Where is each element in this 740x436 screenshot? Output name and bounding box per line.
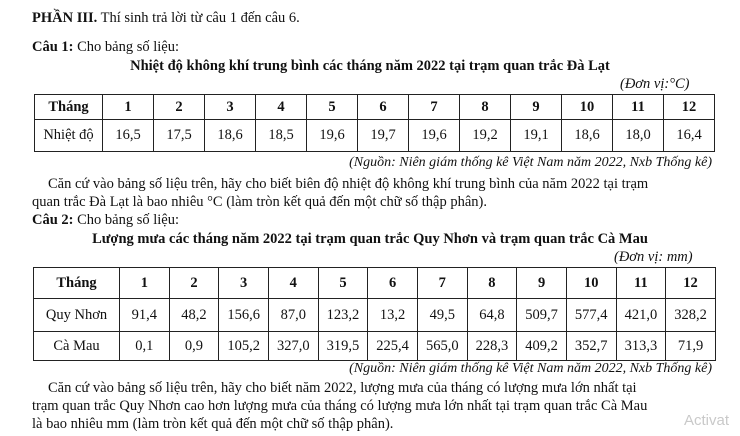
q1-cell: 17,5 [154,120,205,152]
q1-cell: 19,6 [409,120,460,152]
q1-source: (Nguồn: Niên giám thống kê Việt Nam năm 2022, Nxb Thống kê) [349,155,712,170]
q2-month: 2 [169,268,219,299]
q1-cell: 19,2 [460,120,511,152]
q1-month: 10 [562,95,613,120]
q2-row-ca-mau [34,332,716,361]
q2-row-label: Quy Nhơn [34,299,120,332]
q2-cell: 0,9 [169,332,219,361]
q2-source: (Nguồn: Niên giám thống kê Việt Nam năm 2022, Nxb Thống kê) [349,361,712,376]
q1-text-line1: Căn cứ vào bảng số liệu trên, hãy cho biết biên độ nhiệt độ không khí trung bình của năm 2022 tại trạm [48,176,649,192]
q1-row-label: Nhiệt độ [35,120,103,152]
q2-cell: 228,3 [467,332,517,361]
q2-month: 1 [120,268,170,299]
q1-month: 2 [154,95,205,120]
q2-month: 11 [616,268,666,299]
q1-month: 8 [460,95,511,120]
q2-cell: 327,0 [268,332,318,361]
q1-cell: 16,4 [664,120,715,152]
q2-cell: 105,2 [219,332,269,361]
q1-month: 5 [307,95,358,120]
q1-header-row [35,95,715,120]
q2-text-line3: là bao nhiêu mm (làm tròn kết quả đến một chữ số thập phân). [32,416,394,432]
q2-cell: 49,5 [417,299,467,332]
q2-cell: 225,4 [368,332,418,361]
q1-text-line2: quan trắc Đà Lạt là bao nhiêu °C (làm tròn kết quả đến một chữ số thập phân). [32,194,487,210]
q1-month: 12 [664,95,715,120]
q2-label: Câu 2: [32,212,74,228]
q2-title: Lượng mưa các tháng năm 2022 tại trạm quan trắc Quy Nhơn và trạm quan trắc Cà Mau [92,231,648,247]
q2-month: 12 [666,268,716,299]
q2-cell: 48,2 [169,299,219,332]
q1-month: 6 [358,95,409,120]
q2-month: 7 [417,268,467,299]
q1-table [34,94,715,152]
q2-cell: 565,0 [417,332,467,361]
q1-month: 3 [205,95,256,120]
q2-unit: (Đơn vị: mm) [614,249,693,265]
q1-month: 9 [511,95,562,120]
q2-month: 10 [566,268,616,299]
q2-cell: 421,0 [616,299,666,332]
q2-header-row [34,268,716,299]
q1-cell: 19,7 [358,120,409,152]
q1-cell: 19,1 [511,120,562,152]
q2-cell: 509,7 [517,299,567,332]
q2-cell: 13,2 [368,299,418,332]
q2-row-label: Cà Mau [34,332,120,361]
q1-month: 11 [613,95,664,120]
q1-label: Câu 1: [32,39,74,55]
section-header [32,10,300,27]
q1-cell: 18,6 [562,120,613,152]
q1-cell: 18,5 [256,120,307,152]
q2-cell: 319,5 [318,332,368,361]
section-text: Thí sinh trả lời từ câu 1 đến câu 6. [97,10,300,26]
q2-month: 8 [467,268,517,299]
q2-cell: 0,1 [120,332,170,361]
q2-cell: 156,6 [219,299,269,332]
q1-unit: (Đơn vị:°C) [620,76,690,92]
q2-heading [32,212,179,229]
q2-cell: 577,4 [566,299,616,332]
q2-intro: Cho bảng số liệu: [73,212,180,228]
q2-table [33,267,716,361]
q2-cell: 64,8 [467,299,517,332]
q2-cell: 313,3 [616,332,666,361]
q1-intro: Cho bảng số liệu: [73,39,180,55]
q2-cell: 328,2 [666,299,716,332]
q1-month: 4 [256,95,307,120]
q1-cell: 16,5 [103,120,154,152]
q2-month: 6 [368,268,418,299]
q1-cell: 18,6 [205,120,256,152]
q2-row-quy-nhon [34,299,716,332]
q2-month: 3 [219,268,269,299]
q1-cell: 19,6 [307,120,358,152]
q1-month: 7 [409,95,460,120]
q2-cell: 409,2 [517,332,567,361]
q2-month: 9 [517,268,567,299]
q2-cell: 87,0 [268,299,318,332]
activation-watermark: Activat [684,412,730,429]
section-label: PHẦN III. [32,10,98,26]
q1-heading [32,39,179,56]
q1-cell: 18,0 [613,120,664,152]
q1-title: Nhiệt độ không khí trung bình các tháng năm 2022 tại trạm quan trắc Đà Lạt [130,58,610,74]
q2-text-line1: Căn cứ vào bảng số liệu trên, hãy cho biết năm 2022, lượng mưa của tháng có lượng mưa lớn nhất tại [48,380,637,396]
q2-row-header: Tháng [34,268,120,299]
q1-row-header: Tháng [35,95,103,120]
q1-value-row [35,120,715,152]
q2-cell: 71,9 [666,332,716,361]
q2-cell: 123,2 [318,299,368,332]
q2-text-line2: trạm quan trắc Quy Nhơn cao hơn lượng mưa của tháng có lượng mưa lớn nhất tại trạm quan trắc Cà Mau [32,398,648,414]
q2-cell: 91,4 [120,299,170,332]
q2-month: 5 [318,268,368,299]
q2-month: 4 [268,268,318,299]
q2-cell: 352,7 [566,332,616,361]
q1-month: 1 [103,95,154,120]
